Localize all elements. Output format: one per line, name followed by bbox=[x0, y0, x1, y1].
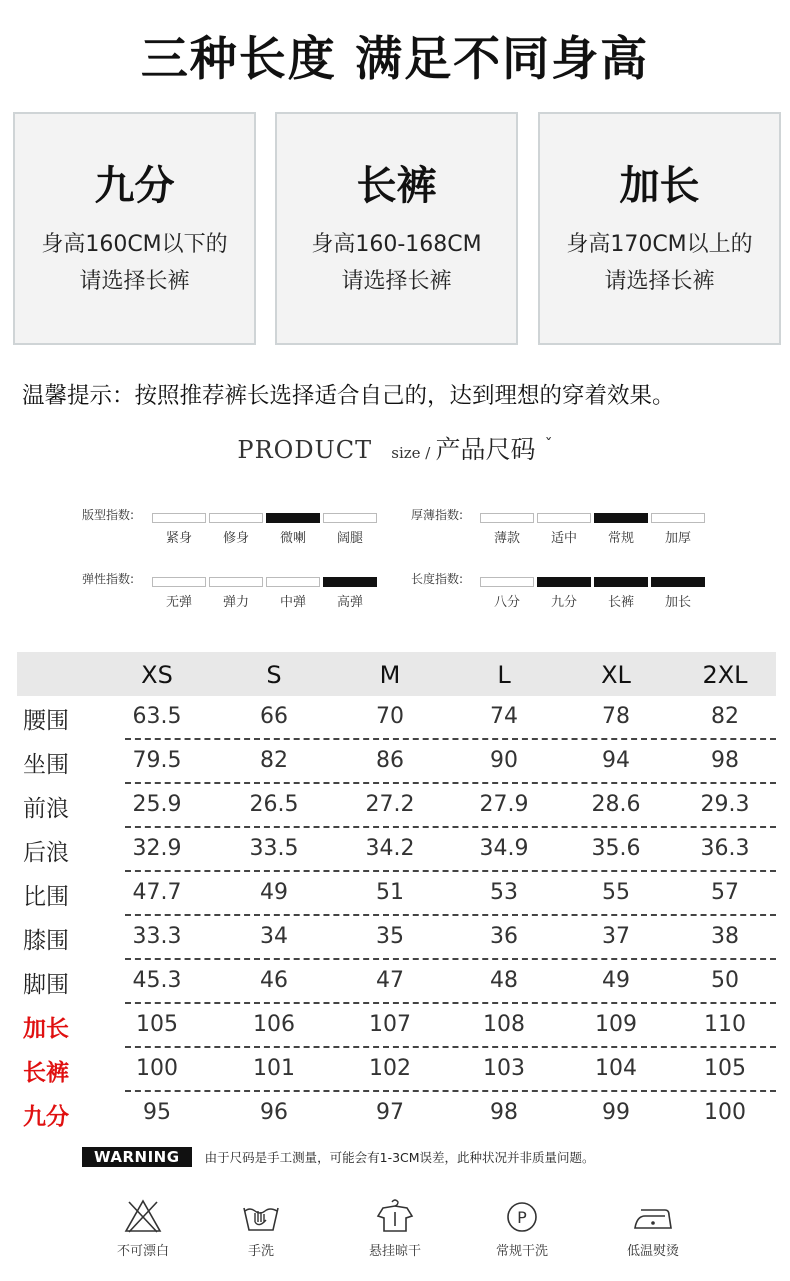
row-label: 膝围 bbox=[23, 928, 69, 954]
table-cell: 35.6 bbox=[591, 836, 641, 861]
card-height-text: 身高160CM以下的 bbox=[41, 232, 228, 257]
table-row bbox=[17, 916, 776, 960]
table-row bbox=[17, 828, 776, 872]
table-cell: 34.9 bbox=[479, 836, 529, 861]
table-header-row bbox=[17, 652, 776, 696]
index-option: 微喇 bbox=[279, 531, 306, 546]
table-cell: 97 bbox=[376, 1100, 404, 1125]
table-cell: 100 bbox=[136, 1056, 178, 1081]
table-cell: 70 bbox=[376, 704, 404, 729]
table-cell: 99 bbox=[602, 1100, 630, 1125]
length-card-changku bbox=[275, 112, 518, 345]
table-cell: 28.6 bbox=[591, 792, 641, 817]
table-cell: 95 bbox=[143, 1100, 171, 1125]
table-cell: 96 bbox=[260, 1100, 288, 1125]
table-cell: 110 bbox=[704, 1012, 746, 1037]
size-header: 2XL bbox=[702, 661, 748, 689]
table-row bbox=[17, 696, 776, 740]
no-bleach-icon bbox=[123, 1198, 163, 1234]
table-cell: 98 bbox=[490, 1100, 518, 1125]
index-option: 修身 bbox=[222, 531, 249, 546]
size-header: XL bbox=[601, 661, 631, 689]
table-cell: 45.3 bbox=[132, 968, 182, 993]
table-row bbox=[17, 1048, 776, 1092]
table-cell: 37 bbox=[602, 924, 630, 949]
product-size-header bbox=[0, 430, 790, 466]
card-advice-text: 请选择长裤 bbox=[604, 269, 715, 294]
svg-text:P: P bbox=[517, 1208, 527, 1227]
table-cell: 103 bbox=[483, 1056, 525, 1081]
index-option: 八分 bbox=[493, 595, 520, 610]
care-item bbox=[467, 1198, 577, 1259]
index-bar bbox=[537, 513, 591, 523]
care-label: 手洗 bbox=[247, 1244, 274, 1259]
table-cell: 109 bbox=[595, 1012, 637, 1037]
index-option: 无弹 bbox=[165, 595, 192, 610]
index-bar bbox=[209, 577, 263, 587]
table-cell: 36.3 bbox=[700, 836, 750, 861]
table-cell: 79.5 bbox=[132, 748, 182, 773]
product-word: PRODUCT bbox=[237, 436, 373, 464]
table-cell: 32.9 bbox=[132, 836, 182, 861]
table-cell: 90 bbox=[490, 748, 518, 773]
table-cell: 63.5 bbox=[132, 704, 182, 729]
care-item bbox=[340, 1198, 450, 1259]
index-label: 长度指数: bbox=[411, 572, 464, 586]
table-cell: 100 bbox=[704, 1100, 746, 1125]
index-label: 厚薄指数: bbox=[411, 508, 464, 522]
size-table bbox=[17, 652, 776, 1136]
length-cards bbox=[13, 112, 781, 345]
index-bar bbox=[480, 577, 534, 587]
table-cell: 98 bbox=[711, 748, 739, 773]
table-cell: 34 bbox=[260, 924, 288, 949]
table-cell: 47 bbox=[376, 968, 404, 993]
table-cell: 82 bbox=[711, 704, 739, 729]
table-cell: 25.9 bbox=[132, 792, 182, 817]
product-size-cn: 产品尺码 bbox=[435, 435, 536, 464]
card-name: 加长 bbox=[619, 163, 700, 209]
table-cell: 33.5 bbox=[249, 836, 299, 861]
size-word: size / bbox=[391, 444, 431, 462]
index-bar-selected bbox=[651, 577, 705, 587]
index-option: 高弹 bbox=[336, 595, 363, 610]
table-cell: 78 bbox=[602, 704, 630, 729]
index-bar bbox=[480, 513, 534, 523]
card-advice-text: 请选择长裤 bbox=[341, 269, 452, 294]
table-row bbox=[17, 960, 776, 1004]
card-name: 长裤 bbox=[356, 163, 437, 209]
length-card-jiachang bbox=[538, 112, 781, 345]
index-option: 常规 bbox=[607, 531, 634, 546]
row-label: 坐围 bbox=[23, 752, 69, 778]
table-cell: 66 bbox=[260, 704, 288, 729]
index-bar bbox=[651, 513, 705, 523]
index-bar bbox=[323, 513, 377, 523]
length-card-jiufen bbox=[13, 112, 256, 345]
size-header: XS bbox=[141, 661, 173, 689]
dry-clean-icon bbox=[502, 1198, 542, 1234]
row-label: 腰围 bbox=[23, 708, 69, 734]
table-cell: 29.3 bbox=[700, 792, 750, 817]
table-cell: 57 bbox=[711, 880, 739, 905]
table-cell: 27.9 bbox=[479, 792, 529, 817]
table-cell: 55 bbox=[602, 880, 630, 905]
page-title: 三种长度 满足不同身高 bbox=[140, 32, 650, 87]
table-cell: 104 bbox=[595, 1056, 637, 1081]
table-cell: 102 bbox=[369, 1056, 411, 1081]
card-name: 九分 bbox=[94, 163, 175, 209]
care-item bbox=[598, 1198, 708, 1259]
table-cell: 108 bbox=[483, 1012, 525, 1037]
index-bar-selected bbox=[537, 577, 591, 587]
care-instructions bbox=[0, 1198, 790, 1268]
warning-text: 由于尺码是手工测量，可能会有1-3CM误差，此种状况并非质量问题。 bbox=[204, 1150, 595, 1165]
row-label: 长裤 bbox=[23, 1060, 69, 1086]
index-bar-selected bbox=[594, 577, 648, 587]
index-option: 九分 bbox=[550, 595, 577, 610]
index-label: 版型指数: bbox=[82, 508, 135, 522]
table-cell: 94 bbox=[602, 748, 630, 773]
table-cell: 47.7 bbox=[132, 880, 182, 905]
tip-text: 温馨提示：按照推荐裤长选择适合自己的，达到理想的穿着效果。 bbox=[22, 383, 675, 409]
table-cell: 33.3 bbox=[132, 924, 182, 949]
care-label: 低温熨烫 bbox=[626, 1244, 679, 1259]
row-label: 比围 bbox=[23, 884, 69, 910]
table-cell: 86 bbox=[376, 748, 404, 773]
row-label: 九分 bbox=[23, 1104, 69, 1130]
index-bar bbox=[152, 577, 206, 587]
hang-dry-icon bbox=[375, 1198, 415, 1234]
index-option: 阔腿 bbox=[336, 531, 363, 546]
table-row bbox=[17, 784, 776, 828]
size-header: L bbox=[497, 661, 511, 689]
table-row bbox=[17, 1004, 776, 1048]
warning-note bbox=[82, 1147, 595, 1167]
hand-wash-icon bbox=[241, 1198, 281, 1234]
table-cell: 107 bbox=[369, 1012, 411, 1037]
table-cell: 49 bbox=[602, 968, 630, 993]
index-bar bbox=[266, 577, 320, 587]
index-option: 弹力 bbox=[222, 595, 249, 610]
table-cell: 51 bbox=[376, 880, 404, 905]
table-row bbox=[17, 740, 776, 784]
table-cell: 48 bbox=[490, 968, 518, 993]
row-label: 前浪 bbox=[23, 796, 69, 822]
table-row bbox=[17, 872, 776, 916]
table-cell: 105 bbox=[704, 1056, 746, 1081]
index-bar-selected bbox=[266, 513, 320, 523]
table-cell: 35 bbox=[376, 924, 404, 949]
table-cell: 106 bbox=[253, 1012, 295, 1037]
care-item bbox=[206, 1198, 316, 1259]
card-advice-text: 请选择长裤 bbox=[79, 269, 190, 294]
care-label: 悬挂晾干 bbox=[368, 1244, 421, 1259]
index-label: 弹性指数: bbox=[82, 572, 135, 586]
table-row bbox=[17, 1092, 776, 1136]
index-bar-selected bbox=[594, 513, 648, 523]
care-label: 常规干洗 bbox=[495, 1244, 548, 1259]
row-label: 脚围 bbox=[23, 972, 69, 998]
index-option: 加厚 bbox=[664, 531, 691, 546]
table-cell: 34.2 bbox=[365, 836, 415, 861]
warning-badge: WARNING bbox=[82, 1147, 192, 1167]
index-bar bbox=[152, 513, 206, 523]
table-cell: 82 bbox=[260, 748, 288, 773]
care-label: 不可漂白 bbox=[116, 1244, 169, 1259]
row-label: 后浪 bbox=[23, 840, 69, 866]
table-cell: 74 bbox=[490, 704, 518, 729]
index-option: 适中 bbox=[550, 531, 577, 546]
table-cell: 50 bbox=[711, 968, 739, 993]
table-cell: 27.2 bbox=[365, 792, 415, 817]
card-height-text: 身高170CM以上的 bbox=[566, 232, 753, 257]
index-option: 加长 bbox=[664, 595, 691, 610]
index-option: 中弹 bbox=[279, 595, 306, 610]
low-iron-icon bbox=[631, 1198, 675, 1234]
table-cell: 101 bbox=[253, 1056, 295, 1081]
table-cell: 46 bbox=[260, 968, 288, 993]
index-option: 薄款 bbox=[493, 531, 520, 546]
row-label: 加长 bbox=[23, 1016, 69, 1042]
table-cell: 105 bbox=[136, 1012, 178, 1037]
table-cell: 49 bbox=[260, 880, 288, 905]
index-option: 紧身 bbox=[165, 531, 192, 546]
size-header: M bbox=[379, 661, 401, 689]
index-bar bbox=[209, 513, 263, 523]
care-item bbox=[88, 1198, 198, 1259]
index-option: 长裤 bbox=[607, 595, 634, 610]
table-cell: 36 bbox=[490, 924, 518, 949]
table-cell: 26.5 bbox=[249, 792, 299, 817]
chevron-down-icon: ˇ bbox=[544, 435, 553, 454]
table-body bbox=[17, 696, 776, 1136]
table-cell: 53 bbox=[490, 880, 518, 905]
index-bar-selected bbox=[323, 577, 377, 587]
card-height-text: 身高160-168CM bbox=[311, 232, 482, 257]
table-cell: 38 bbox=[711, 924, 739, 949]
size-header: S bbox=[266, 661, 282, 689]
